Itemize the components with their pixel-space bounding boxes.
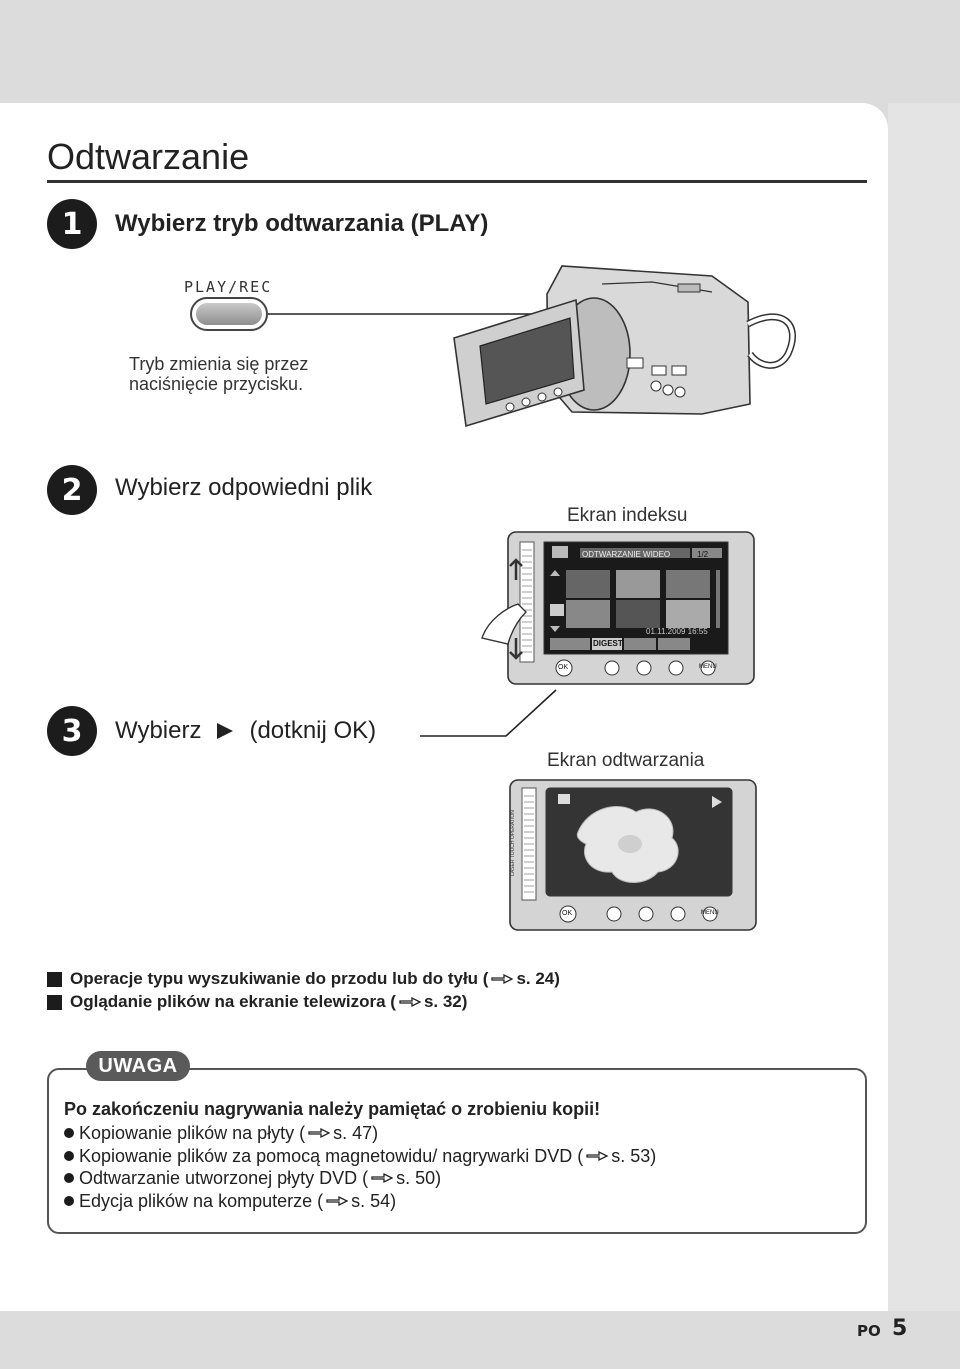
ref-link-50[interactable]: s. 50) [396,1168,442,1188]
note-list [64,1122,656,1212]
play-caption-line2: naciśnięcie przycisku. [129,374,304,394]
step-3-pointer-line [420,688,560,748]
index-ok-text: OK [558,664,569,671]
index-digest-text: DIGEST [593,639,623,648]
footer-strip [0,1311,960,1369]
index-menu-text: MENU [699,664,717,670]
index-page-text: 1/2 [697,550,709,559]
play-rec-label: PLAY/REC [184,278,273,296]
play-caption-line1: Tryb zmienia się przez [129,354,309,374]
camcorder-illustration [452,254,802,430]
index-screen-caption: Ekran indeksu [567,505,688,526]
ref-link-53[interactable]: s. 53) [611,1145,657,1166]
index-screen-illustration [478,530,758,690]
note-tag: UWAGA [86,1051,190,1081]
laser-touch-label: LASER TOUCH OPERATION [509,810,516,876]
ref-link-24[interactable]: s. 24) [516,969,560,988]
pointing-hand-icon [326,1194,348,1208]
step-3-label-suffix: (dotknij OK) [249,717,377,744]
playback-ok-text: OK [562,910,573,917]
bullet-icon [64,1151,74,1161]
playback-screen-caption: Ekran odtwarzania [547,750,705,771]
square-bullet-icon [47,972,62,987]
pointing-hand-icon [399,995,421,1009]
pointing-hand-icon [491,972,513,986]
ref-link-47[interactable]: s. 47) [333,1123,379,1143]
play-rec-button[interactable] [190,297,268,331]
step-1-badge: 1 [47,199,97,249]
operation-item-2: Oglądanie plików na ekranie telewizora ( s. 32) [47,992,467,1012]
bullet-icon [64,1173,74,1183]
step-3-badge: 3 [47,706,97,756]
step-3-label [115,717,376,745]
step-1-label: Wybierz tryb odtwarzania (PLAY) [115,210,489,237]
pointing-hand-icon [371,1171,393,1185]
pointing-hand-icon [308,1126,330,1140]
list-item: Kopiowanie plików na płyty ( s. 47) [64,1122,656,1145]
title-rule [47,180,867,183]
pointing-hand-icon [586,1149,608,1163]
language-code: PO [857,1322,881,1340]
page-number: 5 [892,1316,908,1341]
ref-link-32[interactable]: s. 32) [423,992,468,1011]
playback-screen-illustration [508,778,758,934]
page-title: Odtwarzanie [47,136,250,177]
step-2-label: Wybierz odpowiedni plik [115,474,373,501]
bullet-icon [64,1196,74,1206]
operation-item-1: Operacje typu wyszukiwanie do przodu lub do tyłu ( s. 24) [47,969,560,989]
list-item: Edycja plików na komputerze ( s. 54) [64,1190,656,1213]
margin-strip [888,103,960,1311]
index-datetime-text: 01.11.2009 16:55 [646,627,708,636]
step-3-label-prefix: Wybierz [115,717,202,744]
play-triangle-icon [213,721,237,741]
note-heading: Po zakończeniu nagrywania należy pamiętać o zrobieniu kopii! [64,1099,601,1119]
list-item: Odtwarzanie utworzonej płyty DVD ( s. 50) [64,1167,656,1190]
ref-link-54[interactable]: s. 54) [351,1190,397,1211]
step-2-badge: 2 [47,465,97,515]
index-header-text: ODTWARZANIE WIDEO [582,550,671,559]
square-bullet-icon [47,995,62,1010]
bullet-icon [64,1128,74,1138]
list-item: Kopiowanie plików za pomocą magnetowidu/ nagrywarki DVD ( s. 53) [64,1145,656,1168]
playback-menu-text: MENU [701,910,719,916]
